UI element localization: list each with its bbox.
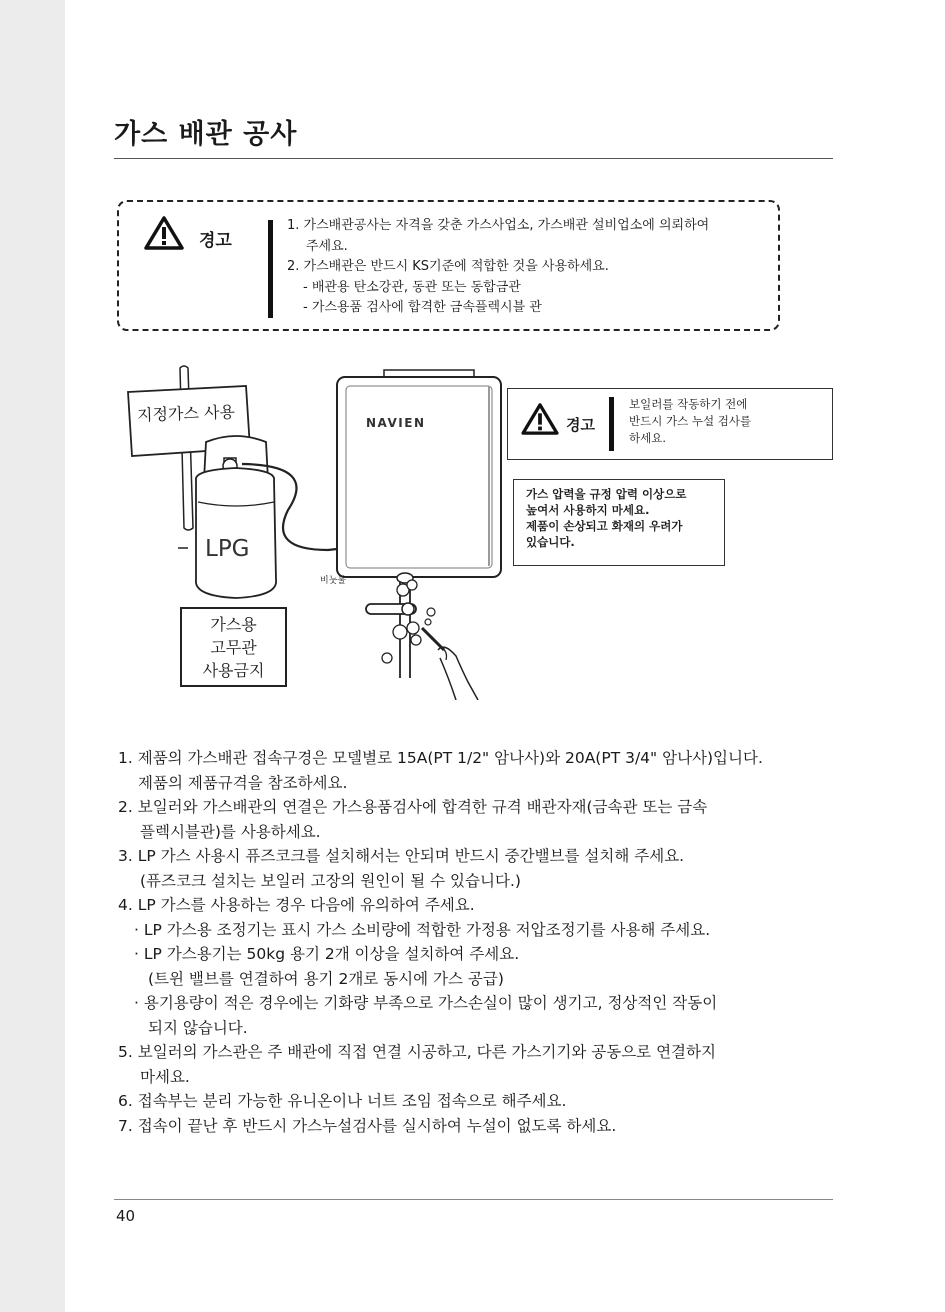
instruction-line: 6. 접속부는 분리 가능한 유니온이나 너트 조임 접속으로 해주세요. [118,1092,567,1110]
instruction-line: · 용기용량이 적은 경우에는 기화량 부족으로 가스손실이 많이 생기고, 정상적인 작동이 [134,994,718,1012]
warning-line: 1. 가스배관공사는 자격을 갖춘 가스사업소, 가스배관 설비업소에 의뢰하여 [287,218,710,233]
small-warning-label: 경고 [566,416,595,434]
left-margin-strip [0,0,65,1312]
instruction-line: · LP 가스용기는 50kg 용기 2개 이상을 설치하여 주세요. [134,945,520,963]
instruction-list [118,746,818,1138]
warning-line: 2. 가스배관은 반드시 KS기준에 적합한 것을 사용하세요. [287,259,609,274]
pressure-warning-line: 제품이 손상되고 화재의 우려가 [526,519,683,533]
warning-line: - 배관용 탄소강관, 동관 또는 동합금관 [303,279,521,295]
small-warning-text [629,396,751,447]
instruction-line: (퓨즈코크 설치는 보일러 고장의 원인이 될 수 있습니다.) [140,871,521,890]
instruction-line: · LP 가스용 조정기는 표시 가스 소비량에 적합한 가정용 저압조정기를 사용해 주세요. [134,920,711,939]
lpg-tank-drawing [196,436,276,598]
page-title: 가스 배관 공사 [114,119,298,150]
instruction-line: 7. 접속이 끝난 후 반드시 가스누설검사를 실시하여 누설이 없도록 하세요. [118,1116,617,1135]
small-warning-bar [609,397,614,451]
gas-pipe-drawing [366,573,435,678]
small-warning-line: 보일러를 작동하기 전에 [629,397,748,411]
small-warning-line: 하세요. [629,431,666,445]
instruction-line: 1. 제품의 가스배관 접속구경은 모델별로 15A(PT 1/2" 암나사)와 20A(PT 3/4" 암나사)입니다. [118,749,763,767]
pressure-warning-box [513,479,725,566]
warning-triangle-icon [144,216,184,250]
soap-water-label: 비눗물 [320,576,347,586]
instruction-line: 되지 않습니다. [148,1018,248,1037]
small-warning-line: 반드시 가스 누설 검사를 [629,414,752,428]
instruction-line: (트윈 밸브를 연결하여 용기 2개로 동시에 가스 공급) [148,969,504,988]
title-divider [114,158,833,159]
designated-gas-sign: 지정가스 사용 [136,402,236,425]
hose-warning-line: 가스용 [210,615,257,634]
hand-brush-drawing [422,628,478,700]
pressure-warning-line: 가스 압력을 규정 압력 이상으로 [526,487,687,501]
boiler-drawing [337,370,501,577]
instruction-line: 플렉시블관)를 사용하세요. [140,822,321,841]
hose-warning-line: 사용금지 [202,661,265,680]
instruction-line: 5. 보일러의 가스관은 주 배관에 직접 연결 시공하고, 다른 가스기기와 공동으로 연결하지 [118,1043,716,1061]
instruction-line: 마세요. [140,1067,190,1086]
footer-divider [114,1199,833,1200]
instruction-line: 제품의 제품규격을 참조하세요. [138,773,348,792]
warning-text [287,216,709,319]
warning-line: - 가스용품 검사에 합격한 금속플렉시블 관 [303,300,542,315]
instruction-line: 3. LP 가스 사용시 퓨즈코크를 설치해서는 안되며 반드시 중간밸브를 설치해 주세요. [118,847,685,865]
pressure-warning-line: 높여서 사용하지 마세요. [526,503,650,517]
brand-logo: NAVIEN [366,416,426,430]
warning-box [117,200,780,331]
warning-line: 주세요. [306,238,348,254]
small-warning-box [507,388,833,460]
instruction-line: 4. LP 가스를 사용하는 경우 다음에 유의하여 주세요. [118,896,475,914]
pressure-warning-line: 있습니다. [526,535,575,549]
hose-warning-line: 고무관 [210,638,257,657]
warning-triangle-icon [521,403,559,435]
warning-label: 경고 [199,231,232,251]
instruction-line: 2. 보일러와 가스배관의 연결은 가스용품검사에 합격한 규격 배관자재(금속관 또는 금속 [118,798,708,816]
rubber-hose-prohibited-box [180,607,287,687]
tank-label: LPG [205,536,250,562]
page-number: 40 [116,1207,136,1225]
warning-bar [268,220,273,318]
